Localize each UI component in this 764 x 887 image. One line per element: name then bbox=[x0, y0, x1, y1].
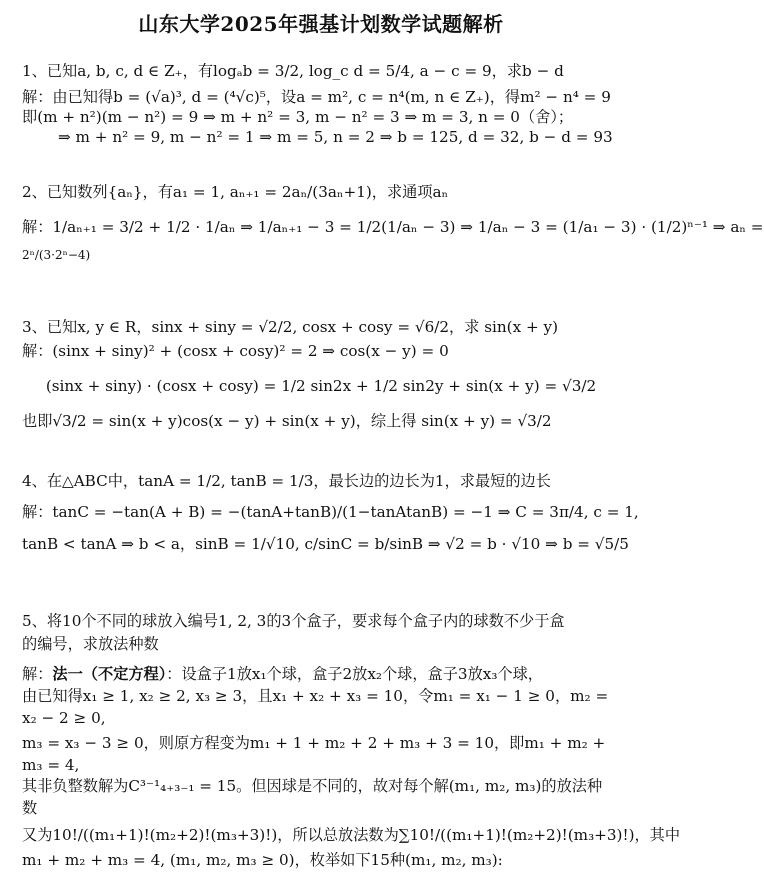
problem-3-solution-line: 解：(sinx + siny)² + (cosx + cosy)² = 2 ⇒ cos(x − y) = 0 bbox=[22, 342, 449, 360]
problem-3-solution-line: 也即√3/2 = sin(x + y)cos(x − y) + sin(x + y)，综上得 sin(x + y) = √3/2 bbox=[22, 412, 552, 430]
problem-5-solution-line: m₃ = 4, bbox=[22, 756, 80, 774]
problem-2-solution-line: 解：1/aₙ₊₁ = 3/2 + 1/2 · 1/aₙ ⇒ 1/aₙ₊₁ − 3 = 1/2(1/aₙ − 3) ⇒ 1/aₙ − 3 = (1/a₁ − 3) · (1/2)ⁿ⁻¹ ⇒ aₙ = bbox=[22, 218, 764, 236]
problem-1-solution-line: 解：由已知得b = (√a)³, d = (⁴√c)⁵，设a = m², c = n⁴(m, n ∈ Z₊)，得m² − n⁴ = 9 bbox=[22, 88, 611, 106]
method-label: 法一（不定方程） bbox=[52, 665, 167, 683]
problem-4-solution-line: 解：tanC = −tan(A + B) = −(tanA+tanB)/(1−tanAtanB) = −1 ⇒ C = 3π/4, c = 1, bbox=[22, 503, 639, 521]
problem-3-solution-line: (sinx + siny) · (cosx + cosy) = 1/2 sin2x + 1/2 sin2y + sin(x + y) = √3/2 bbox=[45, 377, 597, 395]
problem-5-solution-line: x₂ − 2 ≥ 0, bbox=[22, 709, 106, 727]
problem-5-solution-line: 由已知得x₁ ≥ 1, x₂ ≥ 2, x₃ ≥ 3，且x₁ + x₂ + x₃ = 10，令m₁ = x₁ − 1 ≥ 0，m₂ = bbox=[22, 687, 609, 705]
problem-5-solution-line: 数 bbox=[22, 799, 38, 817]
problem-3-statement: 3、已知x, y ∈ R，sinx + siny = √2/2, cosx + cosy = √6/2，求 sin(x + y) bbox=[22, 318, 559, 336]
problem-2-solution-line: 2ⁿ/(3·2ⁿ−4) bbox=[22, 248, 91, 262]
problem-1-statement: 1、已知a, b, c, d ∈ Z₊，有logₐb = 3/2, log_c d = 5/4, a − c = 9，求b − d bbox=[22, 62, 564, 80]
problem-5-statement: 5、将10个不同的球放入编号1, 2, 3的3个盒子，要求每个盒子内的球数不少于盒 bbox=[22, 612, 565, 630]
problem-5-solution-line: 又为10!/((m₁+1)!(m₂+2)!(m₃+3)!)，所以总放法数为∑10!/((m₁+1)!(m₂+2)!(m₃+3)!)，其中 bbox=[22, 826, 681, 844]
page-title: 山东大学2025年强基计划数学试题解析 bbox=[138, 12, 504, 36]
problem-5-solution-line: 其非负整数解为C³⁻¹₄₊₃₋₁ = 15。但因球是不同的，故对每个解(m₁, m₂, m₃)的放法种 bbox=[22, 777, 603, 795]
problem-5-solution-line: 解：法一（不定方程）：设盒子1放x₁个球，盒子2放x₂个球，盒子3放x₃个球， bbox=[22, 665, 543, 683]
problem-5-solution-line: m₃ = x₃ − 3 ≥ 0，则原方程变为m₁ + 1 + m₂ + 2 + m₃ + 3 = 10，即m₁ + m₂ + bbox=[22, 734, 606, 752]
problem-1-solution-line: ⇒ m + n² = 9, m − n² = 1 ⇒ m = 5, n = 2 ⇒ b = 125, d = 32, b − d = 93 bbox=[58, 128, 613, 146]
problem-5-statement: 的编号，求放法种数 bbox=[22, 635, 159, 653]
problem-4-solution-line: tanB < tanA ⇒ b < a，sinB = 1/√10, c/sinC = b/sinB ⇒ √2 = b · √10 ⇒ b = √5/5 bbox=[22, 535, 629, 553]
problem-4-statement: 4、在△ABC中，tanA = 1/2, tanB = 1/3，最长边的边长为1，求最短的边长 bbox=[22, 472, 551, 490]
problem-2-statement: 2、已知数列{aₙ}，有a₁ = 1, aₙ₊₁ = 2aₙ/(3aₙ+1)，求通项aₙ bbox=[22, 183, 449, 201]
problem-5-solution-line: m₁ + m₂ + m₃ = 4, (m₁, m₂, m₃ ≥ 0)，枚举如下15种(m₁, m₂, m₃): bbox=[22, 851, 503, 869]
problem-1-solution-line: 即(m + n²)(m − n²) = 9 ⇒ m + n² = 3, m − n² = 3 ⇒ m = 3, n = 0（舍）； bbox=[22, 108, 574, 126]
